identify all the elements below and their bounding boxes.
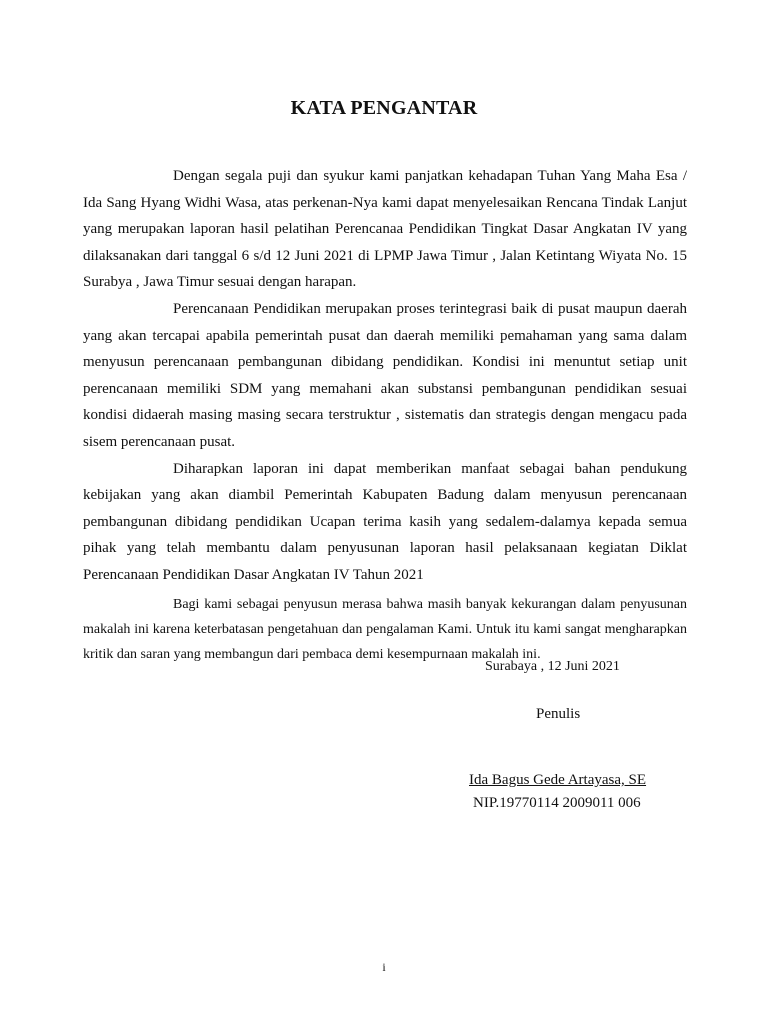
paragraph-3: Diharapkan laporan ini dapat memberikan manfaat sebagai bahan pendukung kebijakan yang akan diambil Pemerintah Kabupaten Badung dalam menyusun perencanaan pembangunan dibidang pendidikan Ucapan terima kasih yang sedalem-dalamya kepada semua pihak yang telah membantu dalam penyusunan laporan hasil pelaksanaan kegiatan Diklat Perencanaan Pendidikan Dasar Angkatan IV Tahun 2021 bbox=[83, 460, 687, 583]
signer-name: Ida Bagus Gede Artayasa, SE bbox=[469, 772, 647, 788]
paragraph-4: Bagi kami sebagai penyusun merasa bahwa masih banyak kekurangan dalam penyusunan makalah ini karena keterbatasan pengetahuan dan pengalaman Kami. Untuk itu kami sangat mengharapkan kritik dan saran yang membangun dari pembaca demi kesempurnaan makalah ini. bbox=[83, 596, 687, 662]
place-date: Surabaya , 12 Juni 2021 bbox=[485, 659, 620, 674]
body-text bbox=[83, 163, 687, 667]
signer-nip: NIP.19770114 2009011 006 bbox=[473, 795, 641, 811]
paragraph-2: Perencanaan Pendidikan merupakan proses terintegrasi baik di pusat maupun daerah yang akan tercapai apabila pemerintah pusat dan daerah memiliki pemahaman yang sama dalam menyusun perencanaan pembangunan dibidang pendidikan. Kondisi ini menuntut setiap unit perencanaan memiliki SDM yang memahani akan substansi pembangunan pendidikan sesuai kondisi didaerah masing masing secara terstruktur , sistematis dan strategis dengan mengacu pada sisem perencanaan pusat. bbox=[83, 300, 687, 450]
page-number: i bbox=[382, 960, 386, 974]
paragraph-1: Dengan segala puji dan syukur kami panjatkan kehadapan Tuhan Yang Maha Esa / Ida Sang Hyang Widhi Wasa, atas perkenan-Nya kami dapat menyelesaikan Rencana Tindak Lanjut yang merupakan laporan hasil pelatihan Perencanaa Pendidikan Tingkat Dasar Angkatan IV yang dilaksanakan dari tanggal 6 s/d 12 Juni 2021 di LPMP Jawa Timur , Jalan Ketintang Wiyata No. 15 Surabya , Jawa Timur sesuai dengan harapan. bbox=[83, 168, 687, 291]
page-title: KATA PENGANTAR bbox=[290, 97, 478, 119]
signer-role: Penulis bbox=[536, 706, 581, 722]
